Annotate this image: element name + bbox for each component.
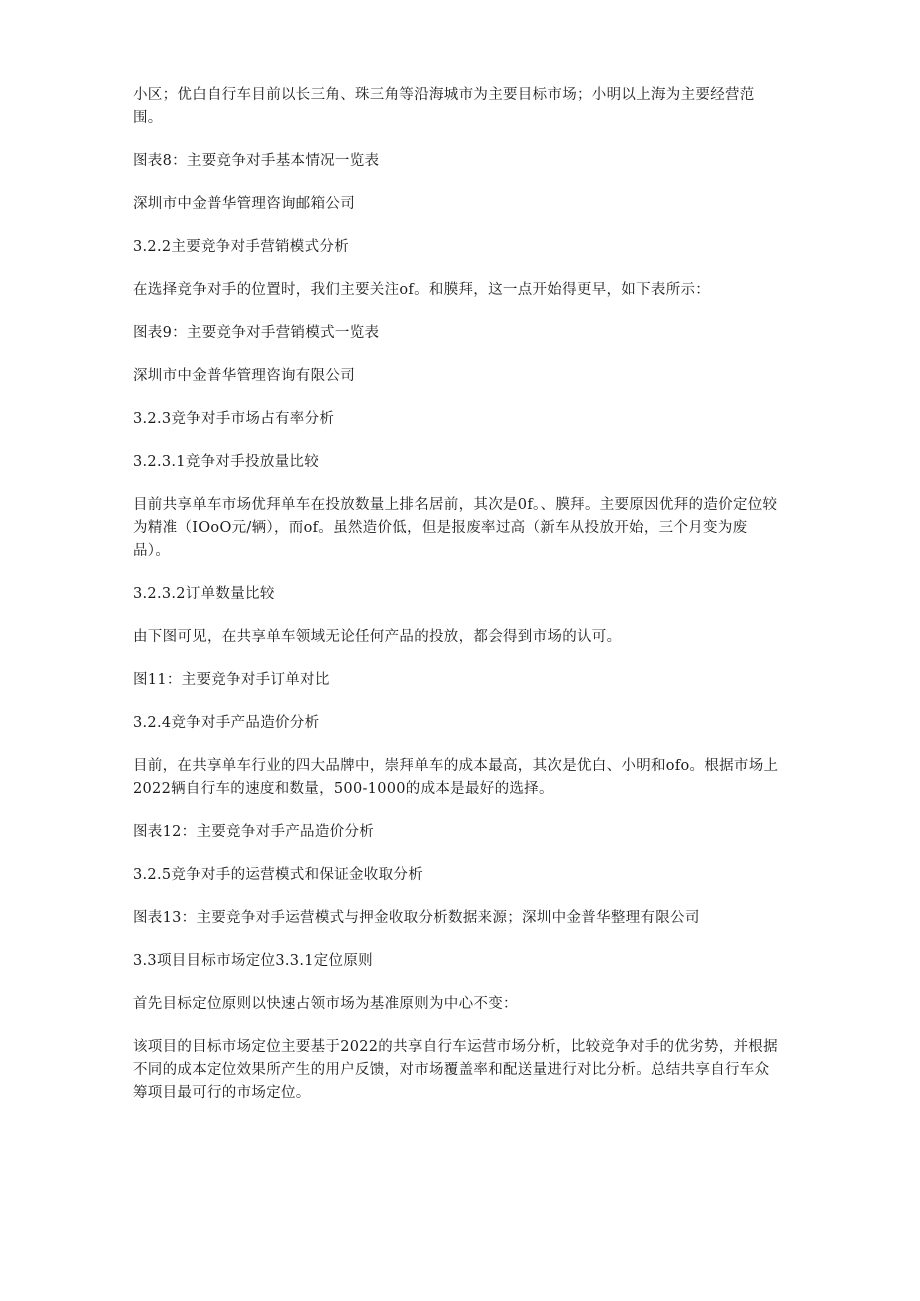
paragraph-deployment-volume: 目前共享单车市场优拜单车在投放数量上排名居前，其次是0f。、膜拜。主要原因优拜的造价定位较为精准（IOoO元/辆），而of。虽然造价低，但是报废率过高（新车从投放开始，三个月变为废品）。: [133, 497, 778, 559]
paragraph-target-market: 小区；优白自行车目前以长三角、珠三角等沿海城市为主要目标市场；小明以上海为主要经营范围。: [133, 87, 755, 126]
heading-3-2-2: 3.2.2主要竞争对手营销模式分析: [133, 239, 349, 255]
paragraph-market-positioning: 该项目的目标市场定位主要基于2022的共享自行车运营市场分析，比较竞争对手的优劣势，并根据不同的成本定位效果所产生的用户反馈，对市场覆盖率和配送量进行对比分析。总结共享自行车众筹项目最可行的市场定位。: [133, 1039, 778, 1101]
caption-chart-9: 图表9：主要竞争对手营销模式一览表: [133, 325, 380, 341]
document-body: [133, 84, 783, 1125]
source-line-2: 深圳市中金普华管理咨询有限公司: [133, 368, 355, 384]
caption-chart-13: 图表13：主要竞争对手运营模式与押金收取分析数据来源；深圳中金普华整理有限公司: [133, 910, 700, 926]
caption-chart-12: 图表12：主要竞争对手产品造价分析: [133, 824, 375, 840]
heading-3-2-3-1: 3.2.3.1竞争对手投放量比较: [133, 454, 320, 470]
paragraph-product-cost: 目前，在共享单车行业的四大品牌中，崇拜单车的成本最高，其次是优白、小明和ofo。根据市场上2022辆自行车的速度和数量，500-1000的成本是最好的选择。: [133, 758, 779, 797]
heading-3-3: 3.3项目目标市场定位3.3.1定位原则: [133, 953, 373, 969]
paragraph-competitor-position: 在选择竞争对手的位置时，我们主要关注of。和膜拜，这一点开始得更早，如下表所示：: [133, 282, 711, 298]
source-line-1: 深圳市中金普华管理咨询邮箱公司: [133, 196, 355, 212]
caption-chart-8: 图表8：主要竞争对手基本情况一览表: [133, 153, 380, 169]
paragraph-positioning-principle: 首先目标定位原则以快速占领市场为基准原则为中心不变：: [133, 996, 518, 1012]
heading-3-2-4: 3.2.4竞争对手产品造价分析: [133, 715, 320, 731]
heading-3-2-3: 3.2.3竞争对手市场占有率分析: [133, 411, 335, 427]
caption-figure-11: 图11：主要竞争对手订单对比: [133, 672, 330, 688]
paragraph-order-volume: 由下图可见，在共享单车领域无论任何产品的投放，都会得到市场的认可。: [133, 629, 622, 645]
heading-3-2-5: 3.2.5竞争对手的运营模式和保证金收取分析: [133, 867, 423, 883]
heading-3-2-3-2: 3.2.3.2订单数量比较: [133, 586, 275, 602]
